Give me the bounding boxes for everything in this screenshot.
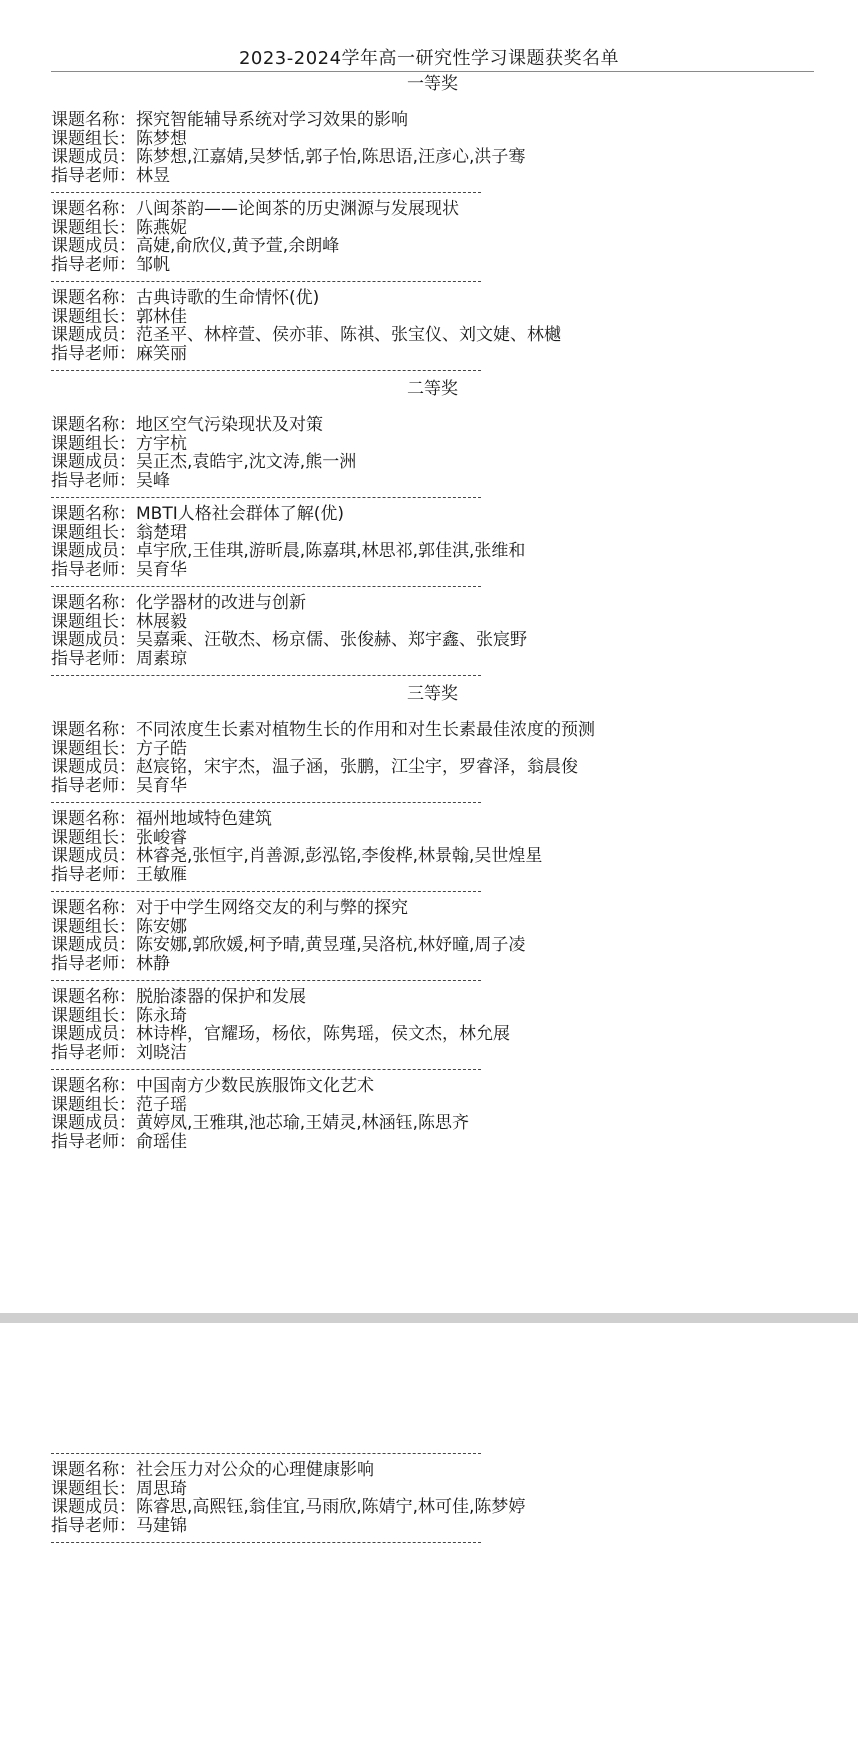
advisor-row (51, 167, 814, 186)
leader-row (51, 435, 814, 454)
leader-label: 课题组长： (51, 306, 136, 327)
dashed-divider (51, 1069, 481, 1070)
advisor-value: 麻笑丽 (136, 343, 187, 364)
leader-label: 课题组长： (51, 1478, 136, 1499)
members-label: 课题成员： (51, 452, 136, 472)
leader-label: 课题组长： (51, 1094, 136, 1115)
dashed-divider (51, 980, 481, 981)
topic-row (51, 1461, 814, 1480)
advisor-value: 刘晓洁 (136, 1042, 187, 1063)
topic-row (51, 416, 814, 435)
leader-label: 课题组长： (51, 128, 136, 149)
advisor-label: 指导老师： (51, 470, 136, 491)
members-row (51, 326, 814, 345)
topic-value: 地区空气污染现状及对策 (136, 415, 323, 435)
prize-heading: 二等奖 (407, 379, 458, 399)
members-label: 课题成员： (51, 630, 136, 650)
topic-value: 不同浓度生长素对植物生长的作用和对生长素最佳浓度的预测 (136, 720, 595, 740)
advisor-label: 指导老师： (51, 1042, 136, 1063)
topic-row (51, 111, 814, 130)
leader-row (51, 613, 814, 632)
advisor-value: 马建锦 (136, 1515, 187, 1536)
topic-row (51, 289, 814, 308)
award-entry (51, 1461, 814, 1535)
title-rule (51, 71, 814, 72)
document-title: 2023-2024学年高一研究性学习课题获奖名单 (238, 48, 620, 69)
advisor-label: 指导老师： (51, 1515, 136, 1536)
topic-value: MBTI人格社会群体了解(优) (136, 504, 344, 524)
award-entry (51, 200, 814, 274)
advisor-label: 指导老师： (51, 864, 136, 885)
advisor-row (51, 472, 814, 491)
leader-row (51, 829, 814, 848)
advisor-value: 俞瑶佳 (136, 1131, 187, 1152)
topic-row (51, 810, 814, 829)
members-row (51, 631, 814, 650)
leader-label: 课题组长： (51, 611, 136, 632)
leader-row (51, 918, 814, 937)
leader-label: 课题组长： (51, 916, 136, 937)
dashed-divider (51, 281, 481, 282)
leader-row (51, 308, 814, 327)
leader-row (51, 1096, 814, 1115)
leader-label: 课题组长： (51, 1005, 136, 1026)
advisor-row (51, 256, 814, 275)
award-entry (51, 810, 814, 884)
advisor-value: 吴育华 (136, 775, 187, 796)
advisor-row (51, 650, 814, 669)
topic-label: 课题名称： (51, 720, 136, 740)
advisor-value: 王敏雁 (136, 864, 187, 885)
advisor-label: 指导老师： (51, 343, 136, 364)
members-row (51, 237, 814, 256)
advisor-row (51, 1133, 814, 1152)
advisor-label: 指导老师： (51, 648, 136, 669)
award-entry (51, 988, 814, 1062)
leader-value: 方子皓 (136, 738, 187, 759)
advisor-label: 指导老师： (51, 1131, 136, 1152)
prize-heading: 一等奖 (407, 74, 458, 94)
members-label: 课题成员： (51, 846, 136, 866)
document-page-2 (0, 1323, 858, 1748)
members-value: 卓宇欣,王佳琪,游昕晨,陈嘉琪,林思祁,郭佳淇,张维和 (136, 541, 526, 561)
dashed-divider (51, 891, 481, 892)
dashed-divider (51, 1542, 481, 1543)
members-row (51, 542, 814, 561)
award-list (51, 73, 814, 1151)
award-entry (51, 416, 814, 490)
topic-label: 课题名称： (51, 898, 136, 918)
leader-value: 方宇杭 (136, 433, 187, 454)
advisor-label: 指导老师： (51, 559, 136, 580)
advisor-row (51, 1044, 814, 1063)
topic-label: 课题名称： (51, 288, 136, 308)
members-row (51, 148, 814, 167)
topic-value: 福州地域特色建筑 (136, 809, 272, 829)
topic-label: 课题名称： (51, 110, 136, 130)
members-value: 林睿尧,张恒宇,肖善源,彭泓铭,李俊桦,林景翰,吴世煌星 (136, 846, 543, 866)
award-entry (51, 111, 814, 185)
award-list-continued (51, 1453, 814, 1550)
topic-label: 课题名称： (51, 415, 136, 435)
leader-label: 课题组长： (51, 522, 136, 543)
members-label: 课题成员： (51, 236, 136, 256)
topic-label: 课题名称： (51, 504, 136, 524)
leader-row (51, 1007, 814, 1026)
dashed-divider (51, 192, 481, 193)
members-row (51, 936, 814, 955)
leader-row (51, 524, 814, 543)
members-row (51, 847, 814, 866)
members-value: 赵宸铭，宋宇杰，温子涵，张鹏，江尘宇，罗睿泽，翁晨俊 (136, 757, 578, 777)
topic-label: 课题名称： (51, 987, 136, 1007)
leader-value: 陈燕妮 (136, 217, 187, 238)
topic-row (51, 505, 814, 524)
award-entry (51, 899, 814, 973)
members-label: 课题成员： (51, 1497, 136, 1517)
topic-value: 八闽茶韵——论闽茶的历史渊源与发展现状 (136, 199, 459, 219)
members-label: 课题成员： (51, 757, 136, 777)
leader-label: 课题组长： (51, 433, 136, 454)
leader-value: 范子瑶 (136, 1094, 187, 1115)
advisor-label: 指导老师： (51, 165, 136, 186)
advisor-row (51, 561, 814, 580)
leader-label: 课题组长： (51, 738, 136, 759)
members-value: 林诗桦，官耀玚，杨依，陈隽瑶，侯文杰，林允展 (136, 1024, 510, 1044)
advisor-value: 邹帆 (136, 254, 170, 275)
leader-label: 课题组长： (51, 827, 136, 848)
award-entry (51, 505, 814, 579)
members-value: 高婕,俞欣仪,黄予萱,余朗峰 (136, 236, 340, 256)
topic-row (51, 1077, 814, 1096)
leader-value: 郭林佳 (136, 306, 187, 327)
advisor-label: 指导老师： (51, 953, 136, 974)
topic-value: 对于中学生网络交友的利与弊的探究 (136, 898, 408, 918)
members-value: 陈睿思,高熙钰,翁佳宜,马雨欣,陈婧宁,林可佳,陈梦婷 (136, 1497, 526, 1517)
leader-value: 陈安娜 (136, 916, 187, 937)
members-label: 课题成员： (51, 935, 136, 955)
advisor-row (51, 345, 814, 364)
award-entry (51, 594, 814, 668)
topic-label: 课题名称： (51, 593, 136, 613)
members-row (51, 453, 814, 472)
topic-row (51, 988, 814, 1007)
advisor-value: 周素琼 (136, 648, 187, 669)
members-row (51, 1498, 814, 1517)
members-label: 课题成员： (51, 1024, 136, 1044)
members-value: 吴嘉乘、汪敬杰、杨京儒、张俊赫、郑宇鑫、张宸野 (136, 630, 527, 650)
topic-value: 脱胎漆器的保护和发展 (136, 987, 306, 1007)
members-value: 吴正杰,袁皓宇,沈文涛,熊一洲 (136, 452, 357, 472)
advisor-row (51, 777, 814, 796)
advisor-value: 林昱 (136, 165, 170, 186)
advisor-row (51, 955, 814, 974)
members-value: 陈安娜,郭欣媛,柯予晴,黄昱瑾,吴洛杭,林妤曈,周子凌 (136, 935, 526, 955)
members-label: 课题成员： (51, 325, 136, 345)
advisor-label: 指导老师： (51, 775, 136, 796)
topic-label: 课题名称： (51, 809, 136, 829)
members-row (51, 1114, 814, 1133)
members-value: 黄婷凤,王雅琪,池芯瑜,王婧灵,林涵钰,陈思齐 (136, 1113, 470, 1133)
topic-value: 中国南方少数民族服饰文化艺术 (136, 1076, 374, 1096)
leader-row (51, 130, 814, 149)
advisor-row (51, 866, 814, 885)
dashed-divider (51, 497, 481, 498)
topic-value: 社会压力对公众的心理健康影响 (136, 1460, 374, 1480)
topic-row (51, 721, 814, 740)
leader-row (51, 1480, 814, 1499)
prize-heading: 三等奖 (407, 684, 458, 704)
members-label: 课题成员： (51, 147, 136, 167)
leader-value: 张峻睿 (136, 827, 187, 848)
members-label: 课题成员： (51, 541, 136, 561)
page-separator (0, 1313, 858, 1323)
topic-row (51, 594, 814, 613)
leader-value: 周思琦 (136, 1478, 187, 1499)
leader-value: 陈永琦 (136, 1005, 187, 1026)
award-entry (51, 1077, 814, 1151)
leader-row (51, 219, 814, 238)
advisor-value: 吴育华 (136, 559, 187, 580)
advisor-value: 吴峰 (136, 470, 170, 491)
leader-value: 林展毅 (136, 611, 187, 632)
topic-label: 课题名称： (51, 199, 136, 219)
members-value: 范圣平、林梓萱、侯亦菲、陈祺、张宝仪、刘文婕、林樾 (136, 325, 561, 345)
dashed-divider (51, 675, 481, 676)
leader-label: 课题组长： (51, 217, 136, 238)
members-row (51, 758, 814, 777)
award-entry (51, 721, 814, 795)
dashed-divider (51, 802, 481, 803)
topic-value: 古典诗歌的生命情怀(优) (136, 288, 320, 308)
topic-row (51, 899, 814, 918)
award-entry (51, 289, 814, 363)
topic-label: 课题名称： (51, 1076, 136, 1096)
leader-value: 陈梦想 (136, 128, 187, 149)
topic-label: 课题名称： (51, 1460, 136, 1480)
leader-row (51, 740, 814, 759)
dashed-divider (51, 1453, 481, 1454)
advisor-value: 林静 (136, 953, 170, 974)
members-row (51, 1025, 814, 1044)
advisor-label: 指导老师： (51, 254, 136, 275)
dashed-divider (51, 370, 481, 371)
dashed-divider (51, 586, 481, 587)
members-value: 陈梦想,江嘉婧,吴梦恬,郭子怡,陈思语,汪彦心,洪子骞 (136, 147, 526, 167)
topic-value: 探究智能辅导系统对学习效果的影响 (136, 110, 408, 130)
members-label: 课题成员： (51, 1113, 136, 1133)
leader-value: 翁楚珺 (136, 522, 187, 543)
advisor-row (51, 1517, 814, 1536)
topic-row (51, 200, 814, 219)
topic-value: 化学器材的改进与创新 (136, 593, 306, 613)
